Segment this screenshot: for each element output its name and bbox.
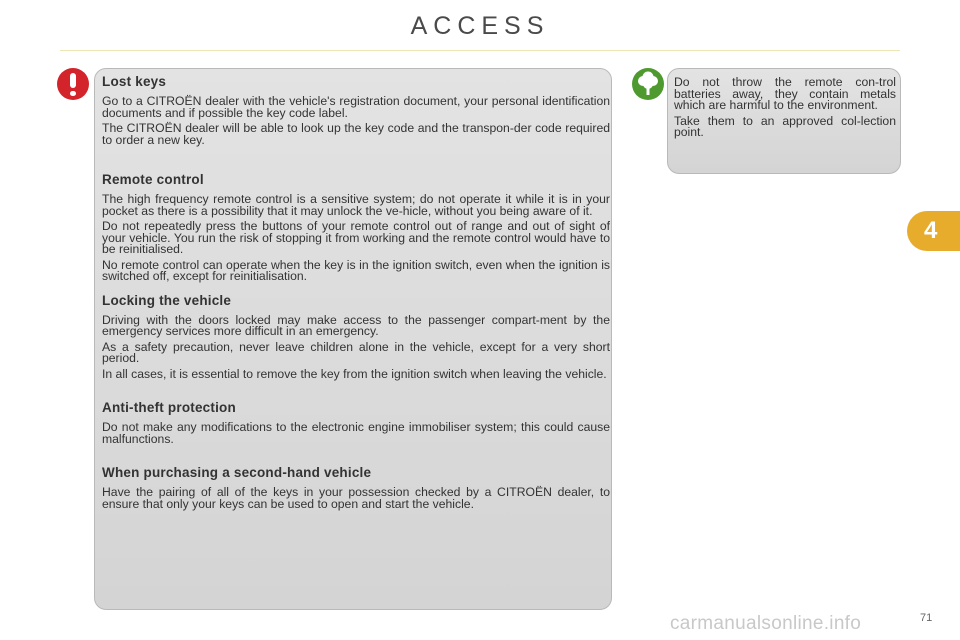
page-title: ACCESS (410, 12, 550, 40)
section-heading: Locking the vehicle (102, 292, 232, 308)
section-remote-control (102, 172, 610, 283)
paragraph: Do not repeatedly press the buttons of your remote control out of range and out of sight of your vehicle. You run the risk of stopping it from working and the remote control would have to be reinitialised. (102, 219, 610, 256)
warning-panel (94, 68, 612, 610)
section-locking-vehicle (102, 293, 610, 381)
section-second-hand (102, 465, 610, 510)
paragraph: The high frequency remote control is a sensitive system; do not operate it while it is in your pocket as there is a possibility that it may unlock the ve-hicle, without you being aware of it. (102, 192, 610, 218)
paragraph: As a safety precaution, never leave children alone in the vehicle, except for a very short period. (102, 339, 610, 365)
environment-panel-content (674, 77, 896, 143)
section-heading: Lost keys (102, 74, 167, 89)
paragraph: In all cases, it is essential to remove the key from the ignition switch when leaving the vehicle. (102, 366, 607, 381)
watermark: carmanualsonline.info (670, 613, 862, 634)
chapter-tab (907, 211, 960, 251)
section-anti-theft (102, 400, 610, 445)
paragraph: Do not make any modifications to the electronic engine immobiliser system; this could cause malfunctions. (102, 420, 610, 446)
paragraph: No remote control can operate when the key is in the ignition switch, even when the ignition is switched off, except for reinitialisation. (102, 257, 610, 283)
chapter-number: 4 (924, 217, 938, 244)
warning-panel-content (102, 74, 610, 514)
section-heading: When purchasing a second-hand vehicle (102, 465, 372, 480)
title-divider (60, 50, 900, 51)
section-lost-keys (102, 74, 610, 146)
paragraph: The CITROËN dealer will be able to look up the key code and the transpon-der code required to order a new key. (102, 121, 610, 147)
section-heading: Anti-theft protection (102, 400, 236, 415)
section-heading: Remote control (102, 172, 204, 187)
paragraph: Have the pairing of all of the keys in your possession checked by a CITROËN dealer, to ensure that only your keys can be used to open and start the vehicle. (102, 485, 610, 511)
exclamation-icon (57, 68, 89, 100)
paragraph: Take them to an approved col-lection point. (674, 113, 896, 139)
tree-icon (632, 68, 664, 100)
paragraph: Do not throw the remote con-trol batteries away, they contain metals which are harmful to the environment. (674, 75, 896, 112)
paragraph: Driving with the doors locked may make access to the passenger compart-ment by the emergency services more difficult in an emergency. (102, 312, 610, 338)
paragraph: Go to a CITROËN dealer with the vehicle's registration document, your personal identification documents and if possible the key code label. (102, 94, 610, 120)
environment-panel (667, 68, 901, 174)
page-number: 71 (920, 612, 933, 624)
